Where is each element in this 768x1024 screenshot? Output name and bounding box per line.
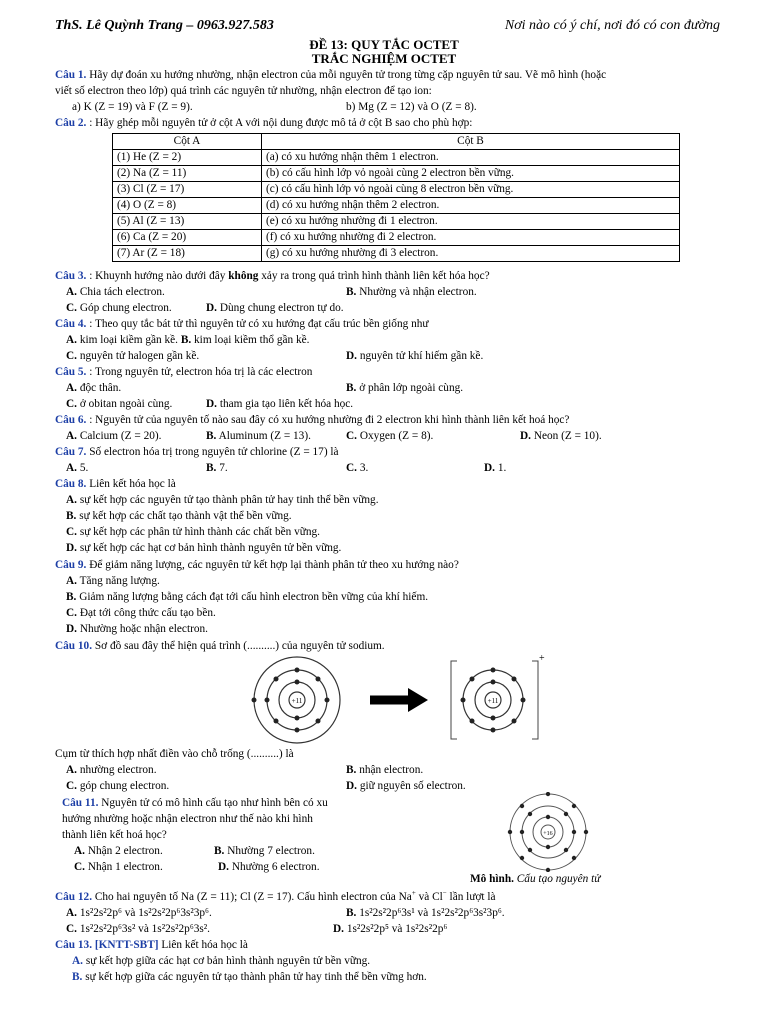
- q2-label: Câu 2.: [55, 117, 87, 129]
- q9-line: [55, 558, 459, 572]
- q1-line2: viết số electron theo lớp) quá trình các nguyên tử nhường, nhận electron để tạo ion:: [55, 85, 432, 97]
- q10-option-d: D. giữ nguyên số electron.: [346, 780, 466, 792]
- q3-option-a: A. Chia tách electron.: [66, 286, 165, 298]
- q8-line: [55, 477, 176, 491]
- q9-option-b-text: Giảm năng lượng bằng cách đạt tới cấu hình electron bền vững của khí hiếm.: [79, 591, 429, 603]
- sodium-atom-model: [252, 657, 341, 743]
- q10-line: [55, 639, 385, 653]
- q7-option-b-text: 7.: [219, 462, 228, 474]
- q9-option-a: A. Tăng năng lượng.: [66, 575, 160, 587]
- q5-label: Câu 5.: [55, 366, 87, 378]
- q10-after: Cụm từ thích hợp nhất điền vào chỗ trống (..........) là: [55, 748, 294, 760]
- q6-option-d: D. Neon (Z = 10).: [520, 430, 602, 442]
- q9-label: Câu 9.: [55, 559, 87, 571]
- q13-option-a: A. sự kết hợp giữa các hạt cơ bản hình thành nguyên tử bền vững.: [72, 955, 371, 967]
- q12-option-c-text: 1s²2s²2p⁶3s² và 1s²2s²2p⁶3s².: [79, 923, 211, 935]
- q10-option-a-text: nhường electron.: [79, 764, 157, 776]
- q12-option-c: C. 1s²2s²2p⁶3s² và 1s²2s²2p⁶3s².: [66, 923, 211, 935]
- q10-option-c: C. góp chung electron.: [66, 780, 170, 792]
- q5-line: [55, 365, 312, 379]
- q11-line2: hướng nhường hoặc nhận electron như thế nào khi hình: [62, 813, 313, 825]
- cell-b: (e) có xu hướng nhường đi 1 electron.: [262, 214, 680, 230]
- q1-line1: [55, 68, 606, 82]
- cell-a: (1) He (Z = 2): [113, 150, 262, 166]
- q8-option-b: B. sự kết hợp các chất tạo thành vật thể bền vững.: [66, 510, 292, 522]
- q3-label: Câu 3.: [55, 270, 87, 282]
- q2-line: [55, 116, 472, 130]
- q11-option-b-text: Nhường 7 electron.: [227, 845, 315, 857]
- q3-text-post: xảy ra trong quá trình hình thành liên kết hóa học?: [258, 270, 490, 282]
- table-row: [113, 198, 680, 214]
- q11-line3: thành liên kết hoá học?: [62, 829, 167, 841]
- caption-text: Cấu tạo nguyên tử: [513, 873, 601, 885]
- exam-subtitle: TRẮC NGHIỆM OCTET: [311, 51, 457, 66]
- q4-option-d-text: nguyên tử khí hiếm gần kề.: [359, 350, 484, 362]
- q3-option-d: D. Dùng chung electron tự do.: [206, 302, 344, 314]
- q4-text: : Theo quy tắc bát tử thì nguyên tử có xu hướng đạt cấu trúc bền giống như: [86, 318, 429, 330]
- q10-text: Sơ đồ sau đây thể hiện quá trình (..........) của nguyên tử sodium.: [92, 640, 385, 652]
- q7-line: [55, 445, 339, 459]
- cell-a: (5) Al (Z = 13): [113, 214, 262, 230]
- q4-option-d: D. nguyên tử khí hiếm gần kề.: [346, 350, 484, 362]
- nucleus-charge: +16: [543, 831, 553, 837]
- sodium-ion-model: [451, 655, 545, 739]
- q5-option-a-text: độc thân.: [79, 382, 122, 394]
- cell-b: (a) có xu hướng nhận thêm 1 electron.: [262, 150, 680, 166]
- q7-option-c-text: 3.: [359, 462, 369, 474]
- table-row: [113, 150, 680, 166]
- q13-line: [55, 938, 248, 952]
- q7-option-a-text: 5.: [79, 462, 89, 474]
- q8-option-b-text: sự kết hợp các chất tạo thành vật thể bền vững.: [79, 510, 292, 522]
- q5-option-c: C. ở obitan ngoài cùng.: [66, 398, 173, 410]
- q8-option-d-text: sự kết hợp các hạt cơ bản hình thành nguyên tử bền vững.: [79, 542, 342, 554]
- q12-label: Câu 12.: [55, 891, 93, 903]
- q13-text: Liên kết hóa học là: [158, 939, 248, 951]
- table-row: [113, 166, 680, 182]
- q4-label: Câu 4.: [55, 318, 87, 330]
- q12-option-b-text: 1s²2s²2p⁶3s¹ và 1s²2s²2p⁶3s²3p⁶.: [359, 907, 505, 919]
- q11-option-d: D. Nhường 6 electron.: [218, 861, 320, 873]
- q3-text-pre: : Khuynh hướng nào dưới đây: [86, 270, 229, 282]
- caption-label: Mô hình.: [470, 873, 514, 885]
- q6-text: : Nguyên tử của nguyên tố nào sau đây có xu hướng nhường đi 2 electron khi hình thành liên kết hoá học?: [86, 414, 570, 426]
- q13-option-a-text: sự kết hợp giữa các hạt cơ bản hình thành nguyên tử bền vững.: [85, 955, 371, 967]
- q13-label: Câu 13.: [55, 939, 93, 951]
- cell-b: (g) có xu hướng nhường đi 3 electron.: [262, 246, 680, 262]
- q9-option-c-text: Đạt tới công thức cấu tạo bền.: [79, 607, 216, 619]
- q12-text-pre: Cho hai nguyên tố Na (Z = 11); Cl (Z = 17). Cấu hình electron của Na: [92, 891, 412, 903]
- q11-label: Câu 11.: [62, 797, 99, 809]
- right-arrow-icon: [408, 688, 428, 712]
- q10-option-b: B. nhận electron.: [346, 764, 424, 776]
- q7-option-d: D. 1.: [484, 462, 507, 474]
- q10-label: Câu 10.: [55, 640, 93, 652]
- table-row: [113, 214, 680, 230]
- q10-option-d-text: giữ nguyên số electron.: [359, 780, 466, 792]
- page-header: [55, 18, 720, 36]
- table-row: [113, 182, 680, 198]
- q8-option-a: A. sự kết hợp các nguyên tử tạo thành phân tử hay tinh thể bền vững.: [66, 494, 379, 506]
- sulfur-atom-model: [500, 792, 596, 872]
- q11-option-d-text: Nhường 6 electron.: [231, 861, 320, 873]
- q8-option-a-text: sự kết hợp các nguyên tử tạo thành phân tử hay tinh thể bền vững.: [79, 494, 379, 506]
- q5-option-c-text: ở obitan ngoài cùng.: [79, 398, 173, 410]
- q7-option-a: A. 5.: [66, 462, 89, 474]
- q4-option-a: A. kim loại kiềm gần kề. B. kim loại kiềm thổ gần kề.: [66, 334, 310, 346]
- q3-option-a-text: Chia tách electron.: [79, 286, 165, 298]
- cell-a: (3) Cl (Z = 17): [113, 182, 262, 198]
- q7-option-d-text: 1.: [497, 462, 507, 474]
- q3-emphasis: không: [228, 270, 259, 282]
- q9-option-b: B. Giảm năng lượng bằng cách đạt tới cấu hình electron bền vững của khí hiếm.: [66, 591, 429, 603]
- q8-option-c: C. sự kết hợp các phân tử hình thành các chất bền vững.: [66, 526, 320, 538]
- q10-option-a: A. nhường electron.: [66, 764, 157, 776]
- cell-b: (c) có cấu hình lớp vỏ ngoài cùng 8 electron bền vững.: [262, 182, 680, 198]
- q6-label: Câu 6.: [55, 414, 87, 426]
- q2-text: : Hãy ghép mỗi nguyên tử ở cột A với nội dung được mô tả ở cột B sao cho phù hợp:: [86, 117, 473, 129]
- q7-option-c: C. 3.: [346, 462, 369, 474]
- q8-text: Liên kết hóa học là: [86, 478, 176, 490]
- q9-option-d: D. Nhường hoặc nhận electron.: [66, 623, 208, 635]
- q8-option-c-text: sự kết hợp các phân tử hình thành các chất bền vững.: [79, 526, 320, 538]
- q9-option-d-text: Nhường hoặc nhận electron.: [79, 623, 208, 635]
- cell-a: (4) O (Z = 8): [113, 198, 262, 214]
- valence-electron: [252, 698, 257, 703]
- svg-text:+: +: [539, 655, 545, 664]
- q7-label: Câu 7.: [55, 446, 87, 458]
- q13-option-b-text: sự kết hợp giữa các nguyên tử tạo thành phân tử hay tinh thể bền vững hơn.: [85, 971, 427, 983]
- ion-nucleus-charge: +11: [487, 697, 499, 705]
- q6-option-a: A. Calcium (Z = 20).: [66, 430, 162, 442]
- q6-option-c-text: Oxygen (Z = 8).: [359, 430, 434, 442]
- cell-a: (2) Na (Z = 11): [113, 166, 262, 182]
- q4-line: [55, 317, 429, 331]
- q13-source-tag: [KNTT-SBT]: [92, 939, 159, 951]
- q3-option-b: B. Nhường và nhận electron.: [346, 286, 477, 298]
- q12-option-d-text: 1s²2s²2p⁵ và 1s²2s²2p⁶: [346, 923, 448, 935]
- author-line: ThS. Lê Quỳnh Trang – 0963.927.583: [55, 18, 274, 33]
- q11-option-b: B. Nhường 7 electron.: [214, 845, 315, 857]
- q12-option-a-text: 1s²2s²2p⁶ và 1s²2s²2p⁶3s²3p⁶.: [79, 907, 212, 919]
- q5-option-b: B. ở phân lớp ngoài cùng.: [346, 382, 464, 394]
- column-a-header: Cột A: [113, 134, 262, 150]
- cell-b: (f) có xu hướng nhường đi 2 electron.: [262, 230, 680, 246]
- column-b-header: Cột B: [262, 134, 680, 150]
- q12-text-post: lần lượt là: [446, 891, 496, 903]
- cell-a: (7) Ar (Z = 18): [113, 246, 262, 262]
- cell-b: (d) có xu hướng nhận thêm 2 electron.: [262, 198, 680, 214]
- q5-option-b-text: ở phân lớp ngoài cùng.: [359, 382, 464, 394]
- q6-option-a-text: Calcium (Z = 20).: [79, 430, 162, 442]
- q4-option-c: C. nguyên tử halogen gần kề.: [66, 350, 200, 362]
- q3-option-b-text: Nhường và nhận electron.: [359, 286, 477, 298]
- q13-option-b: B. sự kết hợp giữa các nguyên tử tạo thành phân tử hay tinh thể bền vững hơn.: [72, 971, 427, 983]
- q11-option-a: A. Nhận 2 electron.: [74, 845, 163, 857]
- q7-option-b: B. 7.: [206, 462, 228, 474]
- q12-option-a: A. 1s²2s²2p⁶ và 1s²2s²2p⁶3s²3p⁶.: [66, 907, 212, 919]
- cell-a: (6) Ca (Z = 20): [113, 230, 262, 246]
- q12-option-b: B. 1s²2s²2p⁶3s¹ và 1s²2s²2p⁶3s²3p⁶.: [346, 907, 505, 919]
- q12-line: Câu 12. Cho hai nguyên tố Na (Z = 11); Cl (Z = 17). Cấu hình electron của Na+ và Cl− lần lượt là: [55, 889, 496, 903]
- q9-option-c: C. Đạt tới công thức cấu tạo bền.: [66, 607, 216, 619]
- nucleus-charge: +11: [291, 697, 303, 705]
- q5-option-d: D. tham gia tạo liên kết hóa học.: [206, 398, 354, 410]
- q6-option-b: B. Aluminum (Z = 13).: [206, 430, 311, 442]
- q4-option-c-text: nguyên tử halogen gần kề.: [79, 350, 200, 362]
- exam-title: ĐỀ 13: QUY TẮC OCTET: [309, 37, 459, 52]
- matching-table: [112, 133, 680, 262]
- q12-text-mid: và Cl: [415, 891, 443, 903]
- q3-option-d-text: Dùng chung electron tự do.: [219, 302, 344, 314]
- q1-text: Hãy dự đoán xu hướng nhường, nhận electron của mỗi nguyên tử trong từng cặp nguyên tử sau. Vẽ mô hình (hoặc: [86, 69, 607, 81]
- q11-option-a-text: Nhận 2 electron.: [87, 845, 163, 857]
- q1-part-b: b) Mg (Z = 12) và O (Z = 8).: [346, 101, 477, 113]
- q6-option-b-text: Aluminum (Z = 13).: [218, 430, 311, 442]
- motto: Nơi nào có ý chí, nơi đó có con đường: [504, 18, 720, 33]
- cell-b: (b) có cấu hình lớp vỏ ngoài cùng 2 electron bền vững.: [262, 166, 680, 182]
- q11-line1: [62, 796, 328, 810]
- q10-option-c-text: góp chung electron.: [79, 780, 170, 792]
- q8-label: Câu 8.: [55, 478, 87, 490]
- q11-option-c: C. Nhận 1 electron.: [74, 861, 163, 873]
- q5-text: : Trong nguyên tử, electron hóa trị là các electron: [86, 366, 313, 378]
- table-row: [113, 246, 680, 262]
- q1-part-a: a) K (Z = 19) và F (Z = 9).: [72, 101, 193, 113]
- figure-caption: [470, 873, 600, 885]
- q9-option-a-text: Tăng năng lượng.: [79, 575, 160, 587]
- q5-option-d-text: tham gia tạo liên kết hóa học.: [219, 398, 354, 410]
- q6-option-c: C. Oxygen (Z = 8).: [346, 430, 434, 442]
- q6-option-d-text: Neon (Z = 10).: [533, 430, 602, 442]
- q7-text: Số electron hóa trị trong nguyên tử chlorine (Z = 17) là: [86, 446, 339, 458]
- q11-text: Nguyên tử có mô hình cấu tạo như hình bên có xu: [98, 797, 328, 809]
- table-header-row: [113, 134, 680, 150]
- q10-option-b-text: nhận electron.: [359, 764, 424, 776]
- q12-option-d: D. 1s²2s²2p⁵ và 1s²2s²2p⁶: [333, 923, 448, 935]
- q3-option-c-text: Góp chung electron.: [79, 302, 172, 314]
- q4-option-b-text: kim loại kiềm thổ gần kề.: [194, 334, 310, 346]
- q11-option-c-text: Nhận 1 electron.: [87, 861, 163, 873]
- q9-text: Để giảm năng lượng, các nguyên tử kết hợp lại thành phân tử theo xu hướng nào?: [86, 559, 459, 571]
- q3-line: [55, 269, 490, 283]
- q6-line: [55, 413, 569, 427]
- q3-option-c: C. Góp chung electron.: [66, 302, 172, 314]
- q8-option-d: D. sự kết hợp các hạt cơ bản hình thành nguyên tử bền vững.: [66, 542, 342, 554]
- q5-option-a: A. độc thân.: [66, 382, 122, 394]
- table-row: [113, 230, 680, 246]
- q4-option-a-text: kim loại kiềm gần kề.: [79, 334, 179, 346]
- q1-label: Câu 1.: [55, 69, 87, 81]
- sodium-ionization-diagram: [245, 655, 545, 745]
